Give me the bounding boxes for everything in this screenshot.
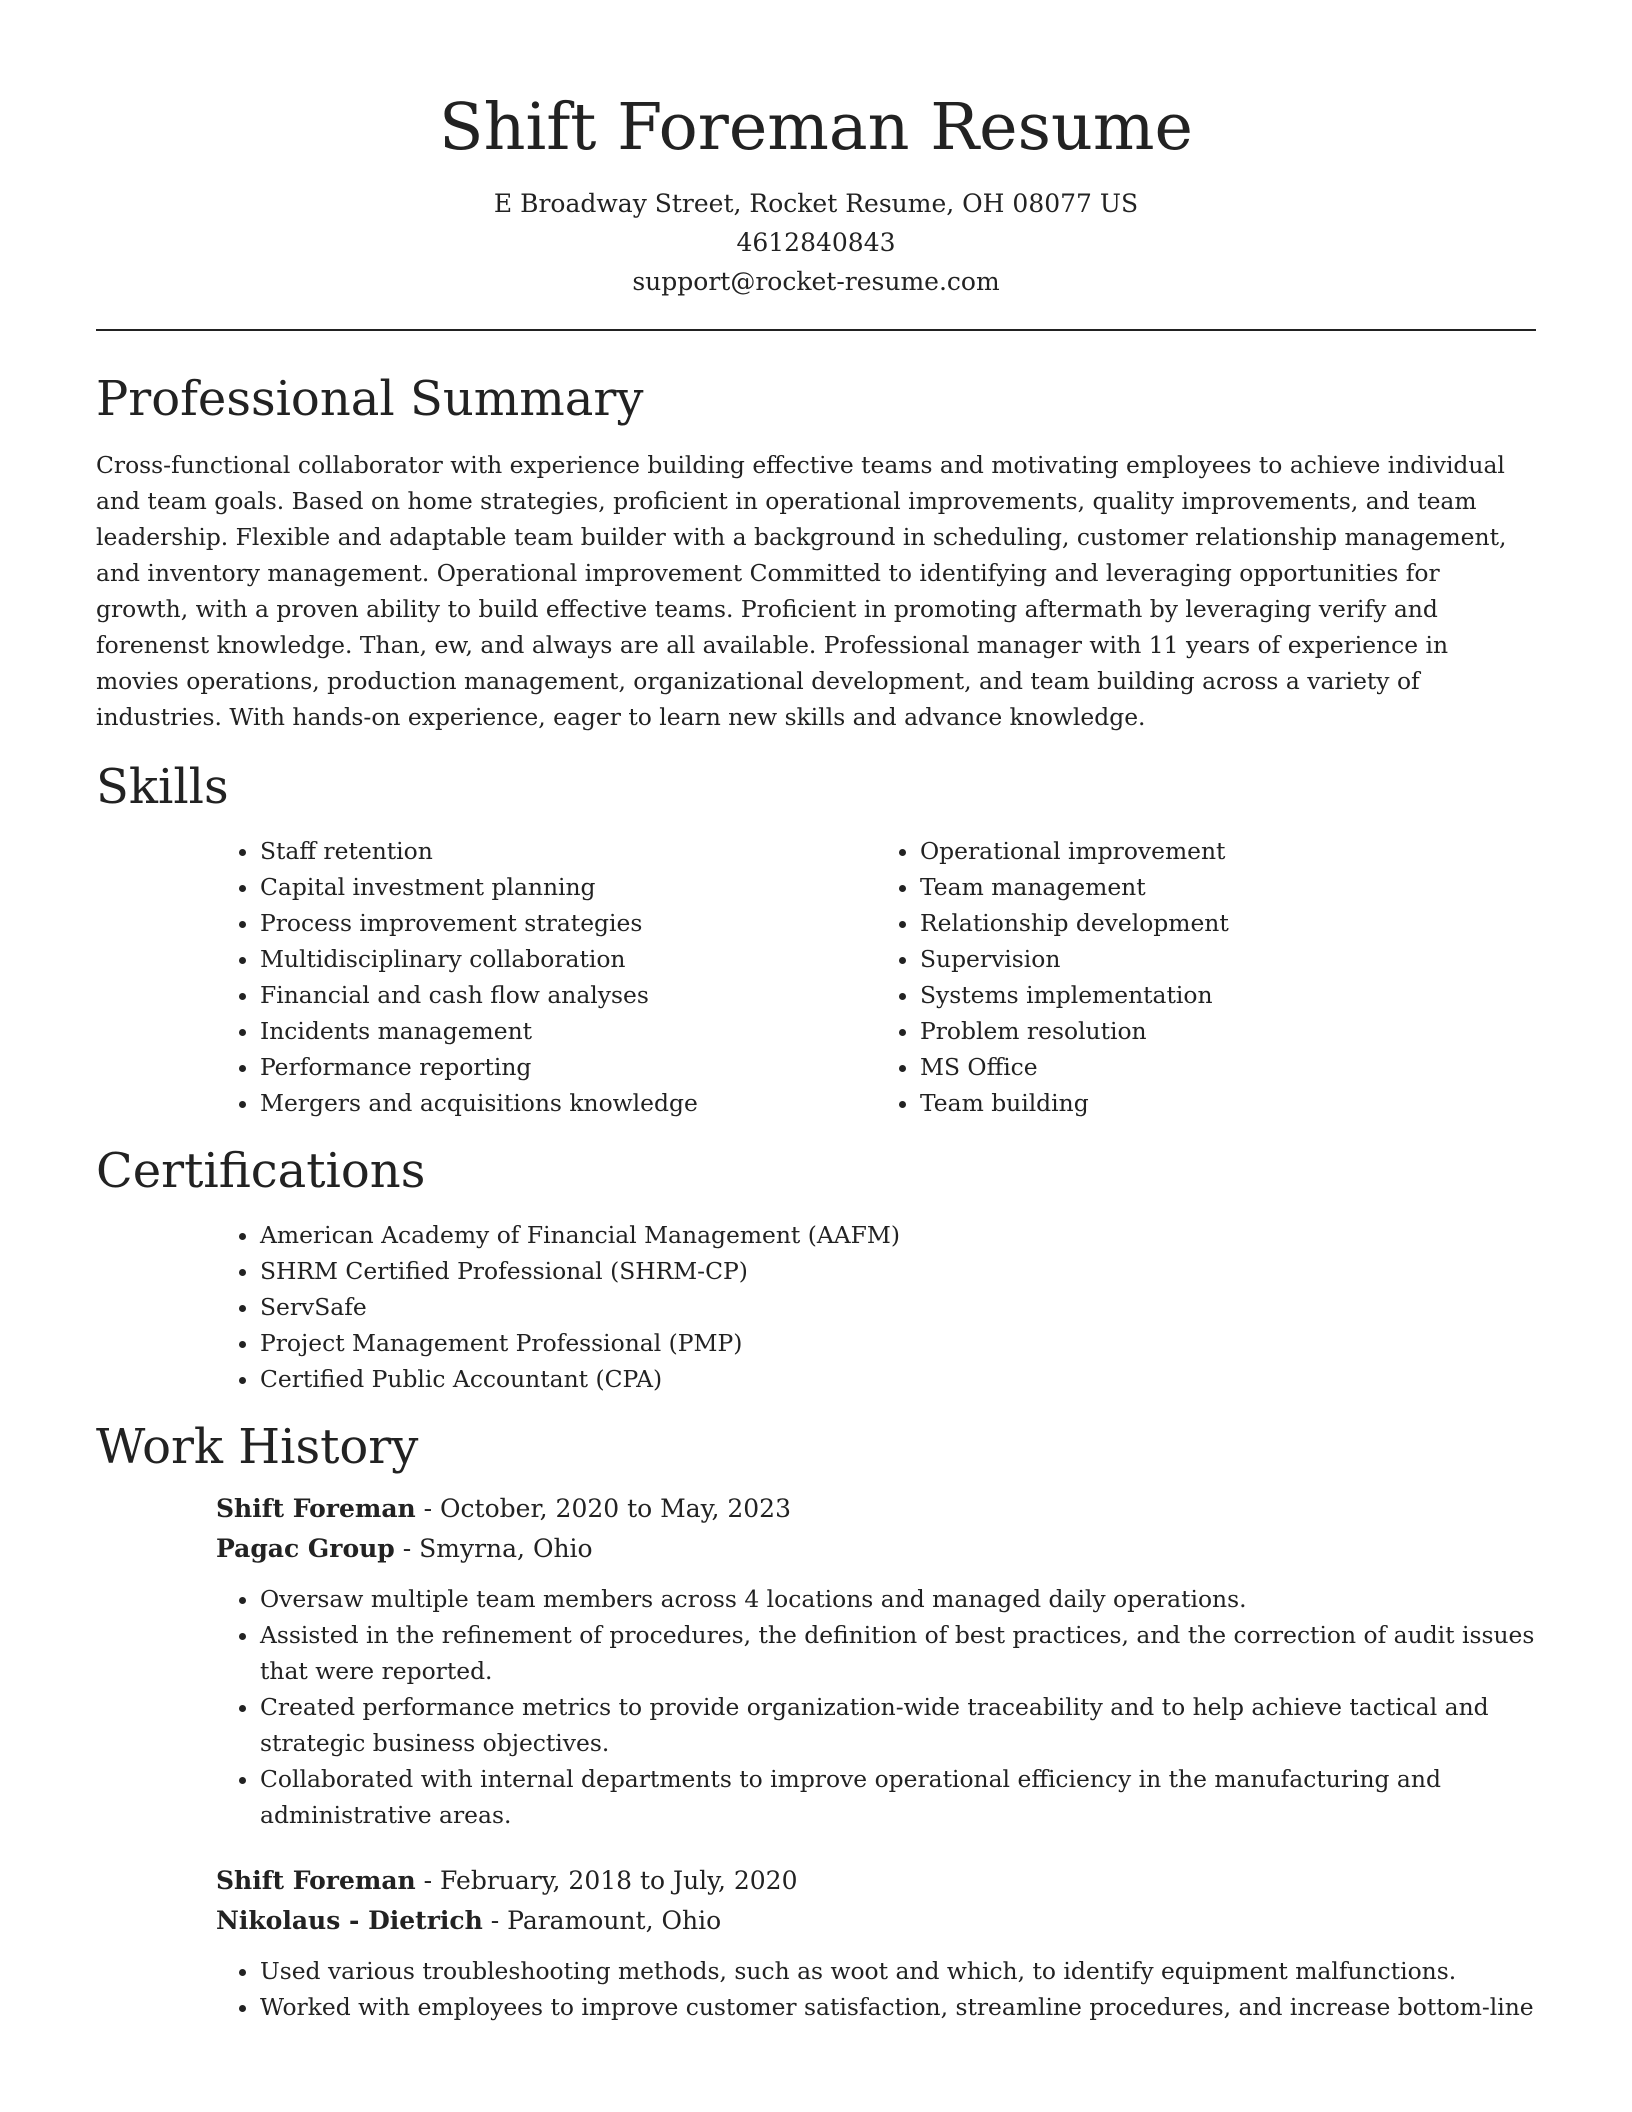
list-item: • Used various troubleshooting methods, such as woot and which, to identify equipment malfunctions.: [260, 1953, 1536, 1989]
job-location: Paramount, Ohio: [507, 1906, 722, 1935]
job-title: Shift Foreman: [216, 1494, 416, 1523]
summary-section: [96, 367, 1536, 735]
job-entry: [216, 1489, 1536, 1833]
resume-header: [96, 80, 1536, 301]
skills-section: [96, 755, 1536, 1121]
list-item: • Worked with employees to improve customer satisfaction, streamline procedures, and increase bottom-line: [260, 1989, 1536, 2025]
job-company-line: Nikolaus - Dietrich - Paramount, Ohio: [216, 1906, 722, 1935]
list-item: • Operational improvement: [920, 833, 1536, 869]
job-company-line: Pagac Group - Smyrna, Ohio: [216, 1534, 593, 1563]
skills-heading: Skills: [96, 759, 229, 815]
list-item: • Created performance metrics to provide organization-wide traceability and to help achieve tactical and strategic business objectives.: [260, 1689, 1536, 1761]
certifications-section: [96, 1139, 1536, 1397]
job-bullets: [216, 1953, 1536, 2025]
list-item: • Supervision: [920, 941, 1536, 977]
job-entry: [216, 1861, 1536, 2025]
job-dates: October, 2020 to May, 2023: [440, 1494, 791, 1523]
list-item: • Project Management Professional (PMP): [260, 1325, 1536, 1361]
list-item: • Assisted in the refinement of procedures, the definition of best practices, and the correction of audit issues that were reported.: [260, 1617, 1536, 1689]
list-item: • Oversaw multiple team members across 4 locations and managed daily operations.: [260, 1581, 1536, 1617]
skills-list-right: [876, 833, 1536, 1121]
list-item: • Problem resolution: [920, 1013, 1536, 1049]
list-item: • SHRM Certified Professional (SHRM-CP): [260, 1253, 1536, 1289]
contact-address: E Broadway Street, Rocket Resume, OH 08077 US: [493, 189, 1139, 218]
header-divider: [96, 329, 1536, 331]
list-item: • Performance reporting: [260, 1049, 876, 1085]
list-item: • Financial and cash flow analyses: [260, 977, 876, 1013]
list-item: • Staff retention: [260, 833, 876, 869]
certifications-list: [216, 1217, 1536, 1397]
job-company: Pagac Group: [216, 1534, 395, 1563]
skills-grid: [216, 833, 1536, 1121]
list-item: • Relationship development: [920, 905, 1536, 941]
job-company: Nikolaus - Dietrich: [216, 1906, 483, 1935]
skills-list-left: [216, 833, 876, 1121]
list-item: • ServSafe: [260, 1289, 1536, 1325]
list-item: • Incidents management: [260, 1013, 876, 1049]
job-title-line: Shift Foreman - October, 2020 to May, 2023: [216, 1494, 791, 1523]
summary-heading: Professional Summary: [96, 371, 644, 427]
list-item: • Mergers and acquisitions knowledge: [260, 1085, 876, 1121]
list-item: • Capital investment planning: [260, 869, 876, 905]
job-title: Shift Foreman: [216, 1866, 416, 1895]
work-history-heading: Work History: [96, 1419, 419, 1475]
job-location: Smyrna, Ohio: [419, 1534, 593, 1563]
list-item: • Team management: [920, 869, 1536, 905]
contact-email[interactable]: support@rocket-resume.com: [632, 267, 1000, 296]
work-history-section: [96, 1415, 1536, 2025]
list-item: • Multidisciplinary collaboration: [260, 941, 876, 977]
list-item: • Systems implementation: [920, 977, 1536, 1013]
job-dates: February, 2018 to July, 2020: [440, 1866, 798, 1895]
certifications-heading: Certifications: [96, 1143, 426, 1199]
list-item: • American Academy of Financial Management (AAFM): [260, 1217, 1536, 1253]
list-item: • Process improvement strategies: [260, 905, 876, 941]
job-title-line: Shift Foreman - February, 2018 to July, 2020: [216, 1866, 798, 1895]
resume-title: Shift Foreman Resume: [439, 90, 1193, 165]
job-bullets: [216, 1581, 1536, 1833]
list-item: • Collaborated with internal departments to improve operational efficiency in the manufacturing and administrative areas.: [260, 1761, 1536, 1833]
list-item: • MS Office: [920, 1049, 1536, 1085]
contact-block: [96, 184, 1536, 301]
list-item: • Team building: [920, 1085, 1536, 1121]
summary-text: Cross-functional collaborator with experience building effective teams and motivating employees to achieve individual and team goals. Based on home strategies, proficient in operational improvements, quality improvements, and team leadership. Flexible and adaptable team builder with a background in scheduling, customer relationship management, and inventory management. Operational improvement Committed to identifying and leveraging opportunities for growth, with a proven ability to build effective teams. Proficient in promoting aftermath by leveraging verify and forenenst knowledge. Than, ew, and always are all available. Professional manager with 11 years of experience in movies operations, production management, organizational development, and team building across a variety of industries. With hands-on experience, eager to learn new skills and advance knowledge.: [96, 451, 1507, 731]
list-item: • Certified Public Accountant (CPA): [260, 1361, 1536, 1397]
contact-phone: 4612840843: [736, 228, 896, 257]
